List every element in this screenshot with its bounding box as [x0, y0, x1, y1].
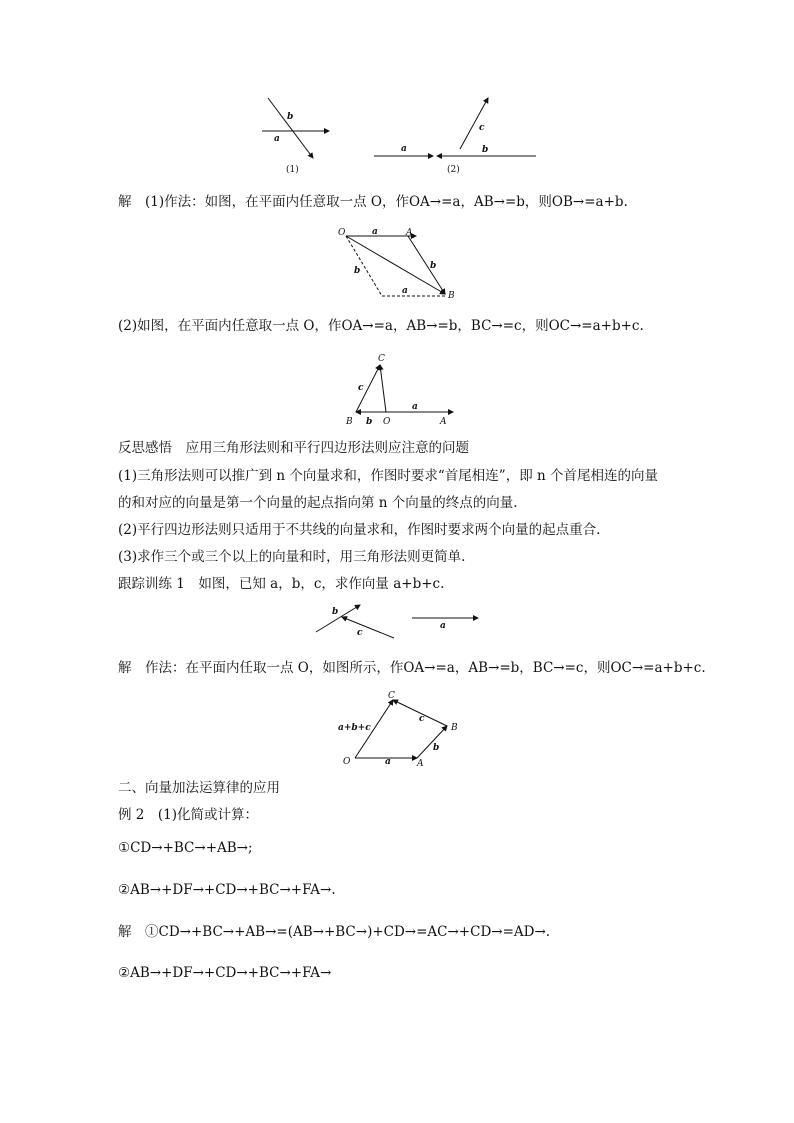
- figure-parallelogram: [330, 224, 470, 304]
- caption-fig2: (2): [447, 165, 460, 175]
- figure-given-vectors: [250, 92, 550, 182]
- tri-point-O: O: [383, 417, 391, 427]
- quad-point-O: O: [343, 757, 351, 767]
- label-b-fig1: b: [287, 112, 294, 122]
- label-a-top: a: [372, 227, 378, 237]
- example-2: 例 2 (1)化简或计算：: [118, 807, 259, 823]
- section-heading-2: 二、向量加法运算律的应用: [118, 780, 280, 796]
- tri-label-b: b: [366, 417, 373, 427]
- ex-label-b: b: [332, 607, 339, 617]
- label-a-fig2: a: [401, 144, 407, 154]
- label-b-left: b: [354, 266, 361, 276]
- reflection-point-1b: 的和对应的向量是第一个向量的起点指向第 n 个向量的终点的向量.: [118, 495, 518, 511]
- ex-label-a: a: [440, 621, 446, 631]
- reflection-heading: 反思感悟 应用三角形法则和平行四边形法则应注意的问题: [118, 440, 469, 456]
- example-2-item-1: ①CD→+BC→+AB→;: [118, 840, 253, 856]
- vector-b-fig1: [268, 98, 313, 158]
- example-2-solution-1: 解 ①CD→+BC→+AB→=(AB→+BC→)+CD→=AC→+CD→=AD→.: [118, 924, 551, 940]
- tri-point-B: B: [346, 417, 353, 427]
- caption-fig1: (1): [286, 165, 299, 175]
- point-A: A: [406, 228, 413, 238]
- figure-triangle: [340, 350, 460, 428]
- tri-label-a: a: [412, 402, 418, 412]
- ex-label-c: c: [357, 628, 363, 638]
- label-b-fig2: b: [482, 145, 489, 155]
- label-c-fig2: c: [479, 123, 485, 133]
- point-B: B: [448, 291, 455, 301]
- quad-label-b: b: [433, 743, 440, 753]
- label-a-fig1: a: [274, 134, 280, 144]
- label-b-right: b: [430, 261, 437, 271]
- quad-point-B: B: [451, 723, 458, 733]
- figure-quadrilateral: [335, 688, 465, 770]
- quad-point-A: A: [417, 759, 424, 769]
- figure-exercise-vectors: [300, 600, 490, 644]
- example-2-item-2: ②AB→+DF→+CD→+BC→+FA→.: [118, 882, 336, 898]
- quad-label-a: a: [385, 757, 391, 767]
- reflection-point-1a: (1)三角形法则可以推广到 n 个向量求和，作图时要求“首尾相连”，即 n 个首尾相连的向量: [118, 468, 658, 484]
- example-2-solution-2: ②AB→+DF→+CD→+BC→+FA→: [118, 965, 332, 981]
- reflection-point-2: (2)平行四边形法则只适用于不共线的向量求和，作图时要求两个向量的起点重合.: [118, 522, 601, 538]
- quad-label-sum: a+b+c: [338, 723, 371, 733]
- tri-point-C: C: [378, 354, 385, 364]
- quad-point-C: C: [388, 691, 395, 701]
- point-O: O: [338, 228, 346, 238]
- quad-label-c: c: [419, 714, 425, 724]
- tri-label-c: c: [358, 383, 364, 393]
- reflection-point-3: (3)求作三个或三个以上的向量和时，用三角形法则更简单.: [118, 549, 466, 565]
- label-a-bottom: a: [402, 286, 408, 296]
- tri-point-A: A: [440, 417, 447, 427]
- solution-2: (2)如图，在平面内任意取一点 O，作OA→=a，AB→=b，BC→=c，则OC→=a+b+c.: [118, 318, 644, 334]
- solution-1: 解 (1)作法：如图，在平面内任意取一点 O，作OA→=a，AB→=b，则OB→=a+b.: [118, 194, 628, 210]
- exercise-1: 跟踪训练 1 如图，已知 a，b，c，求作向量 a+b+c.: [118, 576, 445, 592]
- exercise-solution: 解 作法：在平面内任取一点 O，如图所示，作OA→=a，AB→=b，BC→=c，则OC→=a+b+c.: [118, 660, 706, 676]
